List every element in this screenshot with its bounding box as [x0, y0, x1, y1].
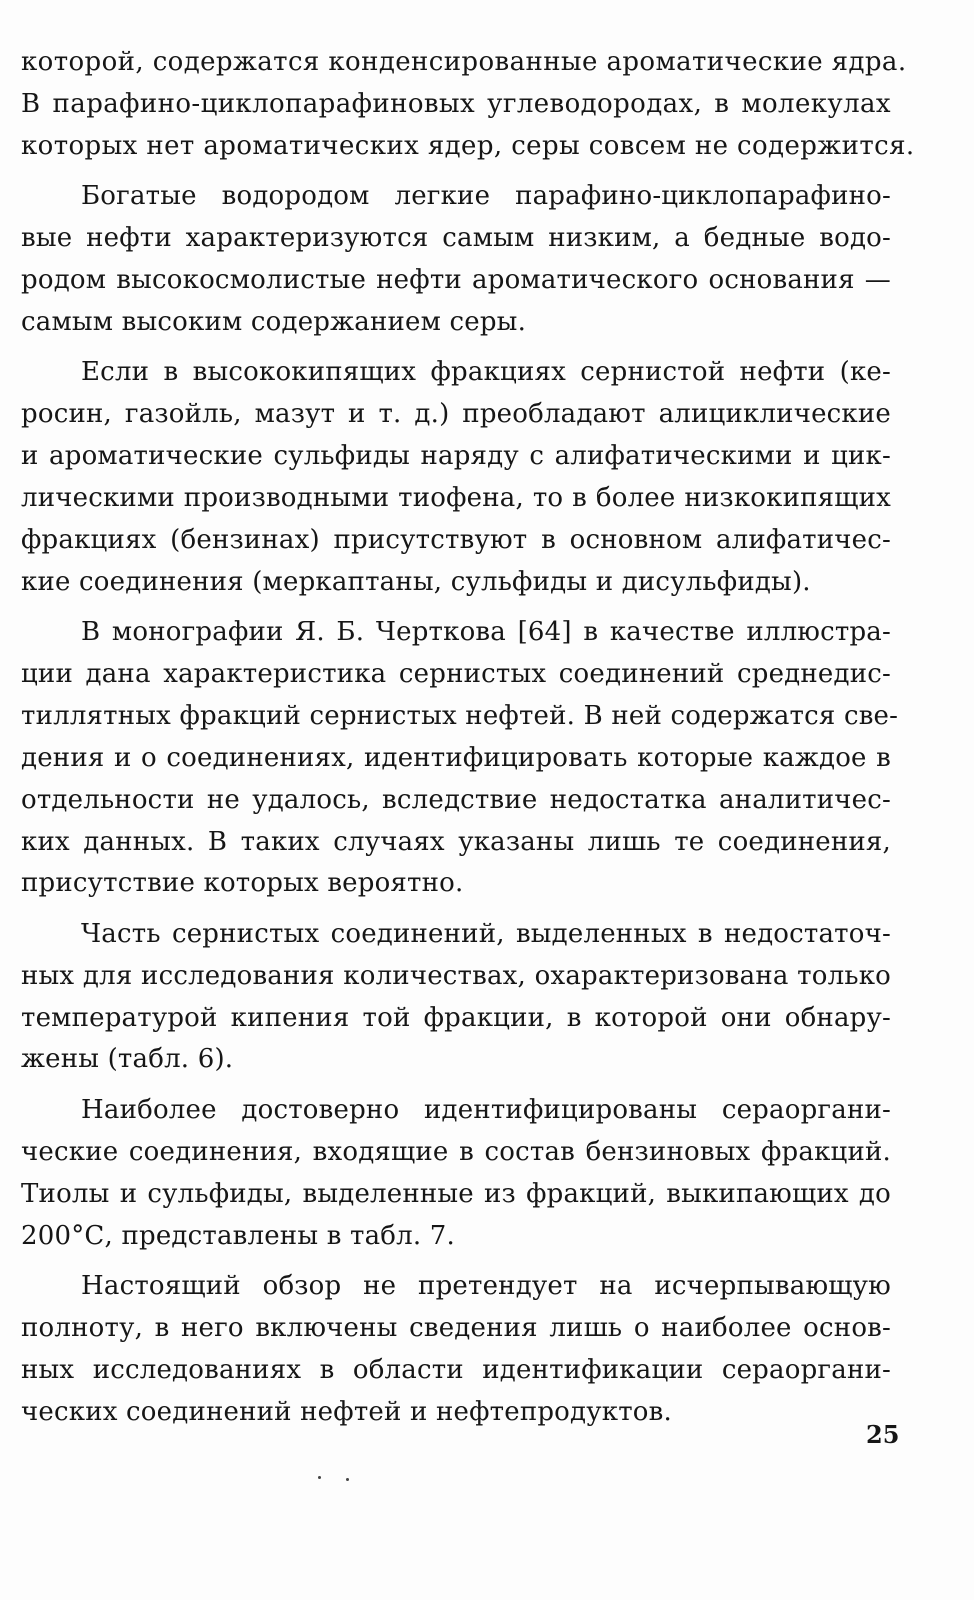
- text-line: Если в высококипящих фракциях сернистой нефти (ке-: [81, 357, 891, 388]
- text-line: Тиолы и сульфиды, выделенные из фракций, выкипающих до: [21, 1178, 891, 1209]
- text-line: Настоящий обзор не претендует на исчерпывающую: [81, 1270, 891, 1301]
- text-line: самым высоким содержанием серы.: [21, 306, 527, 337]
- text-line: В монографии Я. Б. Черткова [64] в качестве иллюстра-: [81, 617, 891, 648]
- text-line: полноту, в него включены сведения лишь о наиболее основ-: [21, 1312, 891, 1343]
- text-line: 200°С, представлены в табл. 7.: [21, 1220, 455, 1251]
- text-line: ческих соединений нефтей и нефтепродуктов.: [21, 1396, 672, 1427]
- paragraph-5: [21, 914, 891, 1082]
- text-line: тиллятных фракций сернистых нефтей. В ней содержатся све-: [21, 700, 899, 731]
- paragraph-3: [21, 352, 891, 603]
- text-line: присутствие которых вероятно.: [21, 868, 464, 899]
- text-line: Богатые водородом легкие парафино-циклопарафино-: [81, 181, 891, 212]
- text-line: ных исследованиях в области идентификации сераоргани-: [21, 1354, 891, 1385]
- text-line: фракциях (бензинах) присутствуют в основном алифатичес-: [21, 524, 891, 555]
- text-line: кие соединения (меркаптаны, сульфиды и дисульфиды).: [21, 566, 811, 597]
- paragraph-6: [21, 1090, 891, 1258]
- text-line: ких данных. В таких случаях указаны лишь те соединения,: [21, 826, 891, 857]
- text-line: которых нет ароматических ядер, серы совсем не содержится.: [21, 130, 915, 161]
- page-number: 25: [866, 1420, 900, 1449]
- text-line: родом высокосмолистые нефти ароматического основания —: [21, 264, 891, 295]
- paragraph-2: [21, 176, 891, 344]
- text-line: росин, газойль, мазут и т. д.) преобладают алициклические: [21, 399, 891, 430]
- print-speck: [346, 1478, 349, 1481]
- paragraph-7: [21, 1266, 891, 1434]
- body-text: [21, 42, 915, 1442]
- text-line: которой, содержатся конденсированные ароматические ядра.: [21, 47, 907, 77]
- print-speck: [318, 1476, 321, 1479]
- text-line: температурой кипения той фракции, в которой они обнару-: [21, 1002, 891, 1033]
- text-line: Наиболее достоверно идентифицированы сераоргани-: [81, 1094, 891, 1125]
- text-line: В парафино-циклопарафиновых углеводородах, в молекулах: [21, 88, 891, 119]
- text-line: отдельности не удалось, вследствие недостатка аналитичес-: [21, 784, 891, 815]
- text-line: ческие соединения, входящие в состав бензиновых фракций.: [21, 1136, 891, 1167]
- paragraph-1: [21, 42, 915, 168]
- paragraph-4: [21, 612, 899, 905]
- text-line: дения и о соединениях, идентифицировать которые каждое в: [21, 742, 891, 773]
- text-line: ции дана характеристика сернистых соединений среднедис-: [21, 658, 891, 689]
- text-line: ных для исследования количествах, охарактеризована только: [21, 960, 891, 991]
- text-line: жены (табл. 6).: [21, 1044, 234, 1075]
- text-line: Часть сернистых соединений, выделенных в недостаточ-: [81, 918, 891, 949]
- text-line: вые нефти характеризуются самым низким, а бедные водо-: [21, 223, 891, 254]
- text-line: лическими производными тиофена, то в более низкокипящих: [21, 482, 891, 513]
- text-line: и ароматические сульфиды наряду с алифатическими и цик-: [21, 441, 891, 472]
